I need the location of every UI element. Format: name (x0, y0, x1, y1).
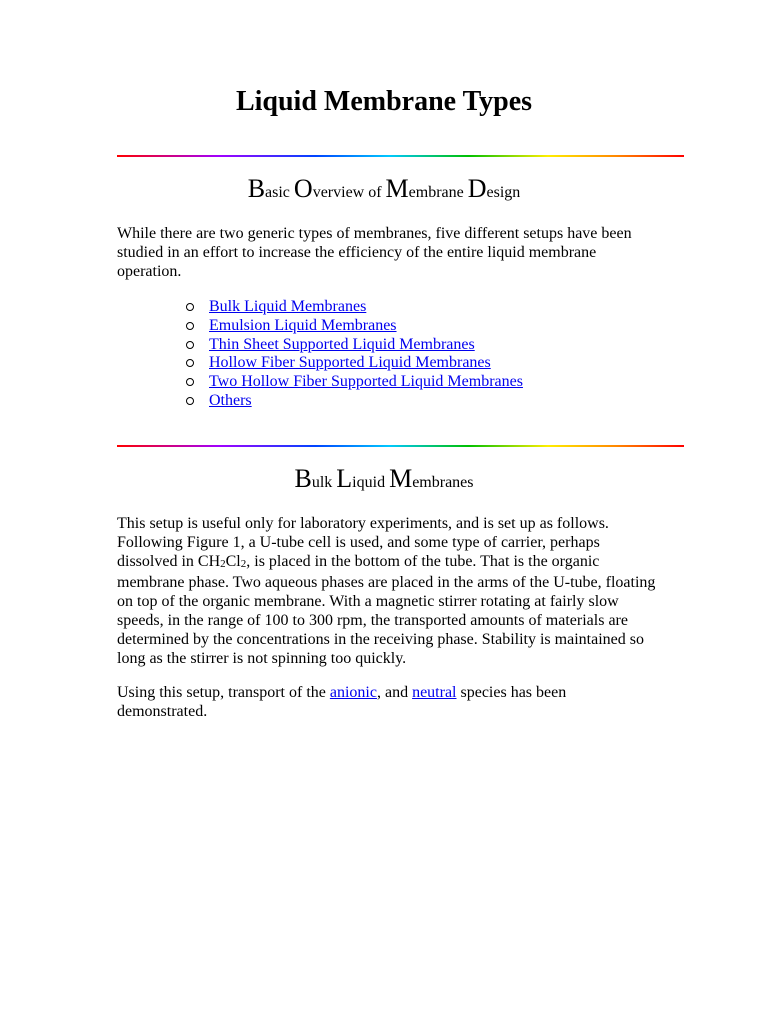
heading-text: esign (486, 184, 521, 201)
link-others[interactable]: Others (209, 391, 252, 409)
heading-initial: M (385, 174, 409, 203)
circle-bullet-icon (186, 303, 194, 311)
link-neutral[interactable]: neutral (412, 684, 457, 701)
heading-initial: O (293, 174, 313, 203)
link-hollow-fiber-supported[interactable]: Hollow Fiber Supported Liquid Membranes (209, 354, 491, 372)
circle-bullet-icon (186, 378, 194, 386)
heading-text: embrane (408, 184, 468, 201)
intro-paragraph: While there are two generic types of membranes, five different setups have been studied in an effort to increase the efficiency of the entire liquid membrane operation. (117, 225, 632, 280)
list-item (186, 392, 523, 411)
paragraph-text: Using this setup, transport of the (117, 684, 330, 701)
link-emulsion-liquid-membranes[interactable]: Emulsion Liquid Membranes (209, 316, 397, 334)
formula-part: CH (197, 553, 221, 570)
list-item (186, 373, 523, 392)
chemical-formula (198, 553, 246, 570)
paragraph-text: species has been demonstrated. (117, 684, 567, 720)
formula-part: Cl (225, 553, 241, 570)
section-heading-overview (0, 174, 768, 204)
heading-initial: B (294, 464, 312, 493)
heading-text: ulk (311, 474, 337, 491)
circle-bullet-icon (186, 397, 194, 405)
heading-text: verview of (312, 184, 386, 201)
membrane-types-list (186, 298, 523, 411)
link-thin-sheet-supported[interactable]: Thin Sheet Supported Liquid Membranes (209, 335, 475, 353)
page-title: Liquid Membrane Types (235, 86, 533, 117)
circle-bullet-icon (186, 359, 194, 367)
list-item (186, 336, 523, 355)
rainbow-divider (117, 155, 684, 157)
circle-bullet-icon (186, 322, 194, 330)
list-item (186, 354, 523, 373)
list-item (186, 298, 523, 317)
rainbow-divider (117, 445, 684, 447)
formula-subscript: 2 (240, 558, 247, 570)
heading-initial: L (336, 464, 353, 493)
section-heading-bulk (0, 464, 768, 494)
heading-initial: D (467, 174, 487, 203)
paragraph-text: , is placed in the bottom of the tube. That is the organic membrane phase. Two aqueous phases are placed in the arms of the U-tube, floating on top of the organic membrane. With a magnetic stirrer rotating at fairly slow speeds, in the range of 100 to 300 rpm, the transported amounts of materials are determined by the concentrations in the receiving phase. Stability is maintained so long as the stirrer is not spinning too quickly. (117, 553, 656, 667)
heading-initial: B (247, 174, 266, 203)
paragraph-text: This setup is useful only for laboratory experiments, and is set up as follows. Following Figure 1, a U-tube cell is used, and some type of carrier, perhaps dissolved in (117, 515, 609, 570)
transport-paragraph (117, 683, 657, 721)
heading-text: asic (265, 184, 294, 201)
heading-initial: M (389, 464, 413, 493)
paragraph-text: , and (376, 684, 413, 701)
formula-subscript: 2 (220, 558, 226, 570)
list-item (186, 317, 523, 336)
link-bulk-liquid-membranes[interactable]: Bulk Liquid Membranes (209, 298, 367, 315)
link-two-hollow-fiber-supported[interactable]: Two Hollow Fiber Supported Liquid Membranes (209, 373, 523, 391)
bulk-description-paragraph (117, 514, 657, 668)
link-anionic[interactable]: anionic (329, 684, 377, 701)
circle-bullet-icon (186, 341, 194, 349)
heading-text: iquid (352, 474, 390, 491)
heading-text: embranes (412, 474, 474, 491)
